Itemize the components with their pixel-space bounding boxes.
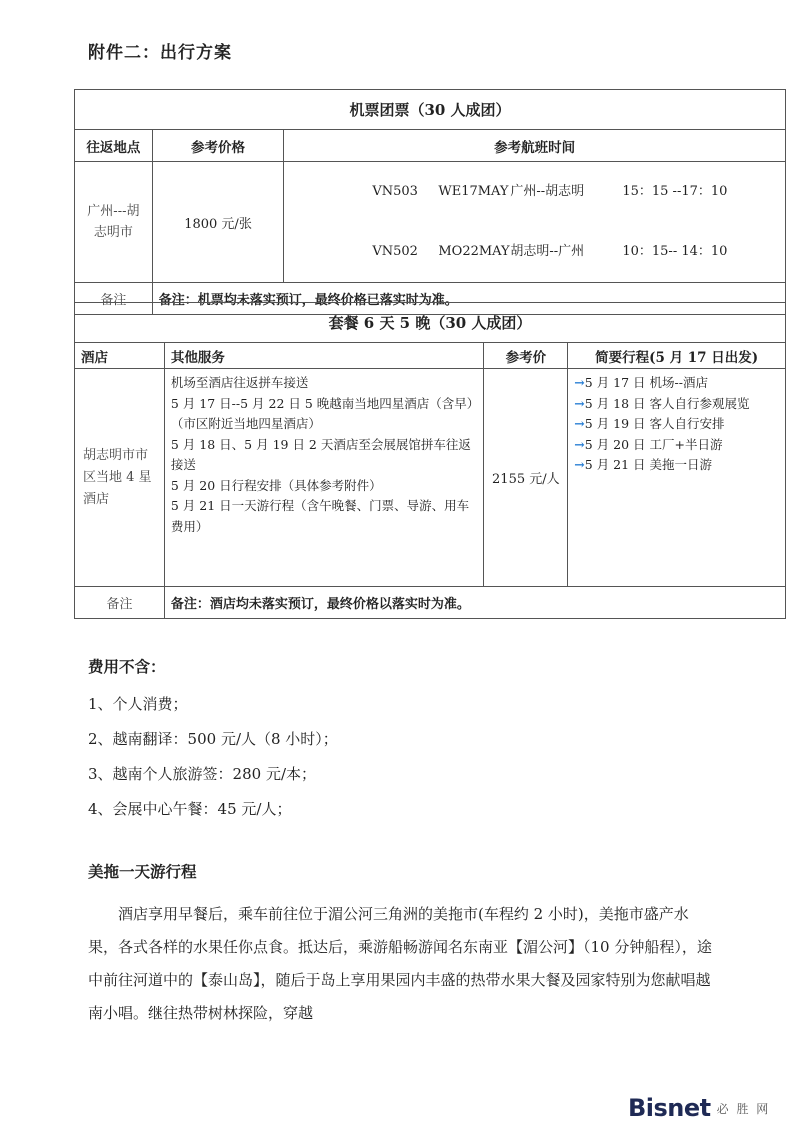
route-cell: 广州---胡志明市	[75, 162, 153, 283]
itinerary-item: →5 月 21 日 美拖一日游	[574, 457, 713, 472]
itinerary-item: →5 月 19 日 客人自行安排	[574, 416, 725, 431]
flight-list	[284, 162, 786, 283]
flight-route: 胡志明--广州	[510, 244, 585, 259]
flight-row	[339, 222, 785, 282]
arrow-right-icon: →	[574, 457, 585, 472]
package-table-title: 套餐 6 天 5 晚（30 人成团）	[75, 303, 786, 343]
flight-note: 备注：机票均未落实预订，最终价格已落实时为准。	[152, 283, 785, 315]
header-itinerary: 简要行程(5 月 17 日出发)	[568, 343, 786, 369]
flight-date: WE17MAY	[438, 184, 509, 199]
day-tour-section	[88, 860, 712, 1030]
hotel-cell: 胡志明市市区当地 4 星酒店	[75, 369, 165, 587]
note-label: 备注	[75, 587, 165, 619]
header-ref-price: 参考价	[484, 343, 568, 369]
service-item: 5 月 21 日一天游行程（含午晚餐、门票、导游、用车费用）	[170, 498, 470, 534]
header-price: 参考价格	[152, 130, 284, 162]
service-item: 5 月 18 日、5 月 19 日 2 天酒店至会展展馆拼车往返接送	[170, 436, 471, 472]
flight-time: 10：15-- 14：10	[622, 244, 728, 259]
watermark-logo	[628, 1091, 798, 1125]
itinerary-item: →5 月 18 日 客人自行参观展览	[574, 395, 750, 411]
cost-item: 1、个人消费；	[88, 695, 188, 713]
flight-route: 广州--胡志明	[510, 184, 585, 199]
cost-item: 3、越南个人旅游签：280 元/本；	[88, 765, 316, 783]
service-item: 5 月 17 日--5 月 22 日 5 晚越南当地四星酒店（含早）（市区附近当地四星酒店）	[170, 395, 474, 431]
arrow-right-icon: →	[574, 436, 585, 452]
watermark-logo-text: Bisnet	[628, 1094, 711, 1122]
header-services: 其他服务	[164, 343, 484, 369]
cost-item: 2、越南翻译：500 元/人（8 小时）；	[88, 730, 338, 748]
arrow-right-icon: →	[574, 416, 585, 431]
flight-table-title: 机票团票（30 人成团）	[75, 90, 786, 130]
package-table	[74, 302, 786, 619]
service-item: 5 月 20 日行程安排（具体参考附件）	[170, 477, 382, 493]
itinerary-item: →5 月 20 日 工厂+半日游	[574, 436, 723, 452]
costs-excluded-section	[88, 655, 338, 827]
itinerary-item: →5 月 17 日 机场--酒店	[574, 375, 708, 390]
watermark-cn-text: 必 胜 网	[716, 1101, 771, 1116]
flight-ticket-table	[74, 89, 786, 315]
header-flight-time: 参考航班时间	[284, 130, 786, 162]
hotel-note: 备注：酒店均未落实预订，最终价格以落实时为准。	[164, 587, 785, 619]
service-item: 机场至酒店往返拼车接送	[170, 375, 309, 390]
header-route: 往返地点	[75, 130, 153, 162]
arrow-right-icon: →	[574, 395, 585, 411]
flight-number: VN502	[372, 244, 418, 259]
tour-paragraph: 酒店享用早餐后，乘车前往位于湄公河三角洲的美拖市(车程约 2 小时)，美拖市盛产水果，各式各样的水果任你点食。抵达后，乘游船畅游闻名东南亚【湄公河】（10 分钟船程），途中前往河道中的【泰山岛】，随后于岛上享用果园内丰盛的热带水果大餐及园家特别为您献唱越南小唱。继往热带树林探险，穿越	[88, 905, 712, 1022]
page-heading: 附件二：出行方案	[88, 43, 232, 63]
arrow-right-icon: →	[574, 375, 585, 390]
header-hotel: 酒店	[75, 343, 165, 369]
flight-row	[339, 162, 785, 222]
price-cell: 1800 元/张	[152, 162, 284, 283]
note-label: 备注	[75, 283, 153, 315]
flight-time: 15：15 --17：10	[622, 184, 728, 199]
package-price: 2155 元/人	[484, 369, 568, 587]
services-list	[164, 369, 484, 587]
tour-title: 美拖一天游行程	[88, 862, 197, 881]
costs-title: 费用不含：	[88, 657, 166, 676]
flight-date: MO22MAY	[438, 244, 510, 259]
flight-number: VN503	[372, 184, 418, 199]
itinerary-list	[568, 369, 786, 587]
cost-item: 4、会展中心午餐：45 元/人；	[88, 800, 292, 818]
